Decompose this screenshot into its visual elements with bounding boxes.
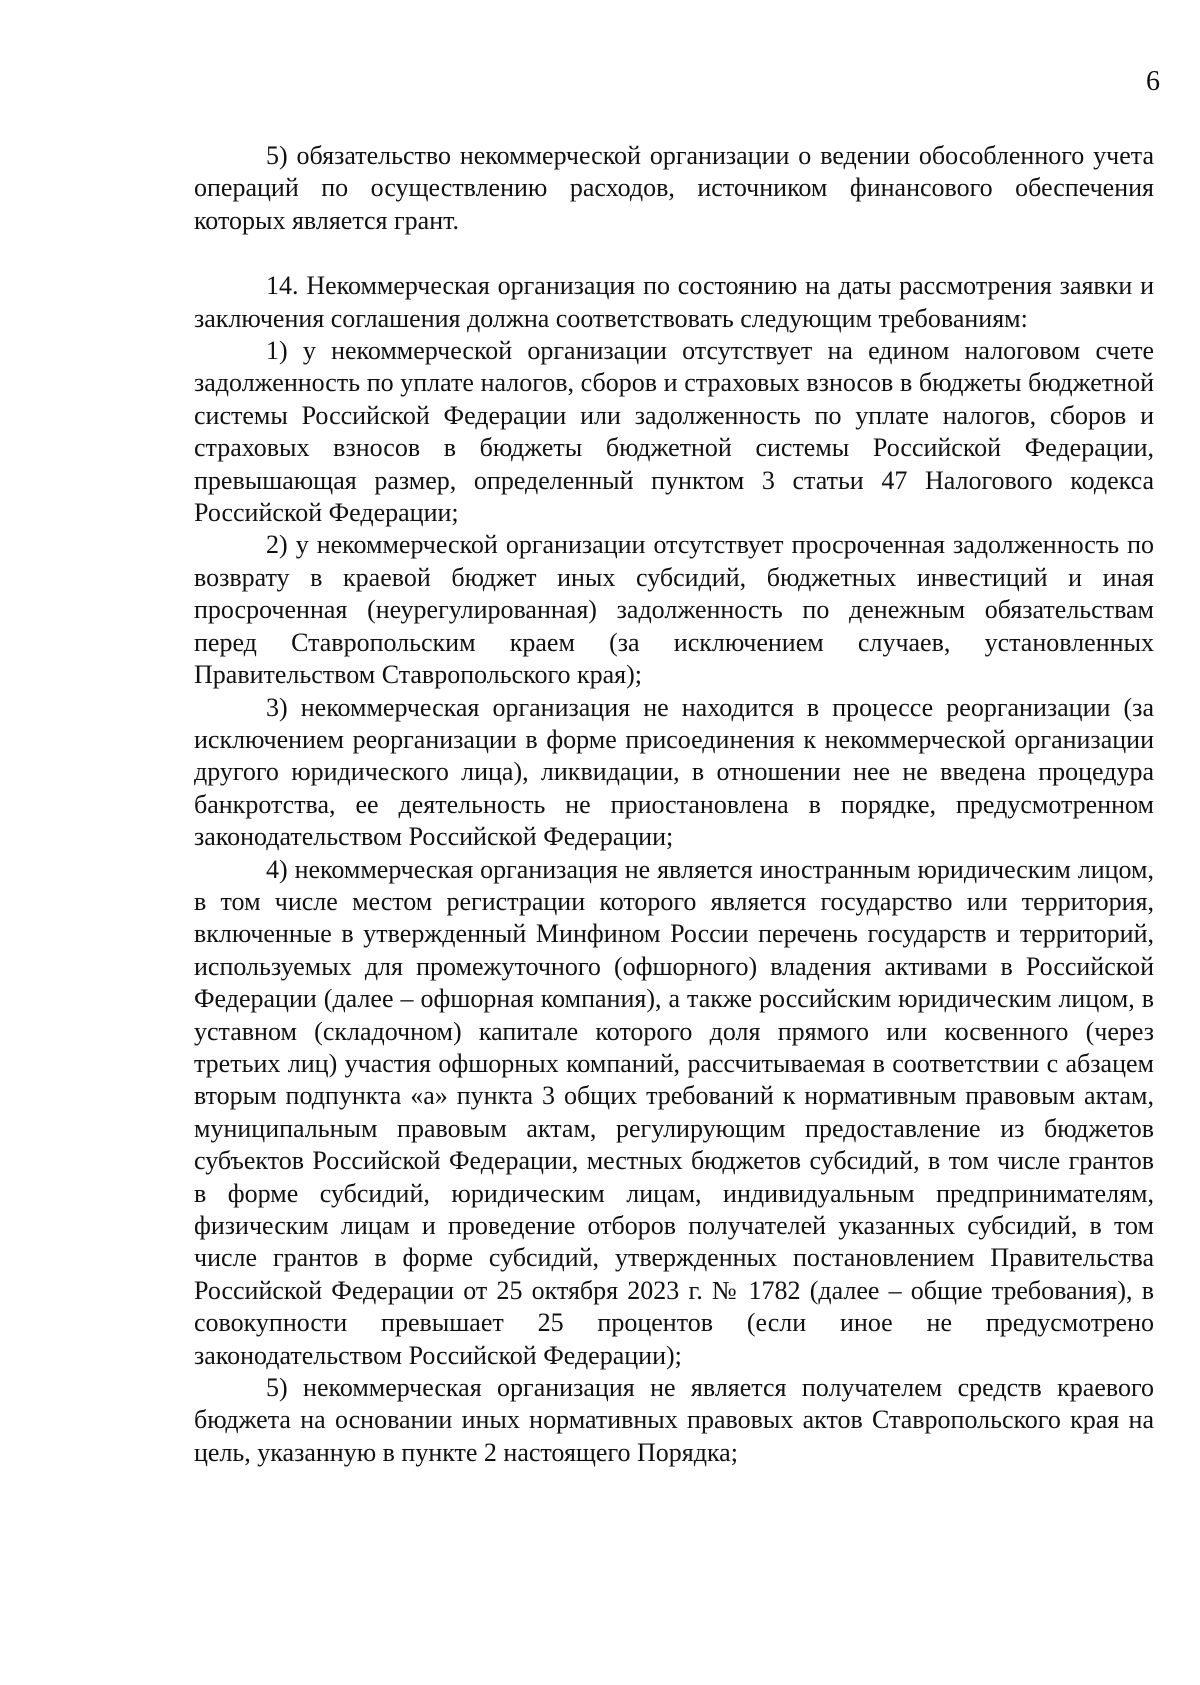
paragraph-obligation-separate-accounting: 5) обязательство некоммерческой организации о ведении обособленного учета операций по осуществлению расходов, источником финансового обеспечения которых является грант. [194,141,1154,235]
paragraph-requirement-4-not-foreign-entity: 4) некоммерческая организация не является иностранным юридическим лицом, в том числе местом регистрации которого является государство или территория, включенные в утвержденный Минфином России перечень государств и территорий, используемых для промежуточного (офшорного) владения активами в Российской Федерации (далее – офшорная компания), а также российским юридическим лицом, в уставном (складочном) капитале которого доля прямого или косвенного (через третьих лиц) участия офшорных компаний, рассчитываемая в соответствии с абзацем вторым подпункта «а» пункта 3 общих требований к нормативным правовым актам, муниципальным правовым актам, регулирующим предоставление из бюджетов субъектов Российской Федерации, местных бюджетов субсидий, в том числе грантов в форме субсидий, юридическим лицам, индивидуальным предпринимателям, физическим лицам и проведение отборов получателей указанных субсидий, в том числе грантов в форме субсидий, утвержденных постановлением Правительства Российской Федерации от 25 октября 2023 г. № 1782 (далее – общие требования), в совокупности превышает 25 процентов (если иное не предусмотрено законодательством Российской Федерации); [194,854,1154,1370]
document-body [194,140,1154,1469]
paragraph-requirement-2-no-overdue-debt: 2) у некоммерческой организации отсутствует просроченная задолженность по возврату в краевой бюджет иных субсидий, бюджетных инвестиций и иная просроченная (неурегулированная) задолженность по денежным обязательствам перед Ставропольским краем (за исключением случаев, установленных Правительством Ставропольского края); [194,530,1154,690]
paragraph-requirement-5-not-recipient: 5) некоммерческая организация не является получателем средств краевого бюджета на основании иных нормативных правовых актов Ставропольского края на цель, указанную в пункте 2 настоящего Порядка; [194,1373,1154,1467]
paragraph-requirement-1-no-tax-debt: 1) у некоммерческой организации отсутствует на едином налоговом счете задолженность по уплате налогов, сборов и страховых взносов в бюджеты бюджетной системы Российской Федерации или задолженность по уплате налогов, сборов и страховых взносов в бюджеты бюджетной системы Российской Федерации, превышающая размер, определенный пунктом 3 статьи 47 Налогового кодекса Российской Федерации; [194,336,1154,528]
paragraph-section-14-intro: 14. Некоммерческая организация по состоянию на даты рассмотрения заявки и заключения соглашения должна соответствовать следующим требованиям: [194,271,1154,333]
page-number: 6 [1146,66,1160,97]
paragraph-requirement-3-no-reorganization: 3) некоммерческая организация не находится в процессе реорганизации (за исключением реорганизации в форме присоединения к некоммерческой организации другого юридического лица), ликвидации, в отношении нее не введена процедура банкротства, ее деятельность не приостановлена в порядке, предусмотренном законодательством Российской Федерации; [194,692,1154,852]
